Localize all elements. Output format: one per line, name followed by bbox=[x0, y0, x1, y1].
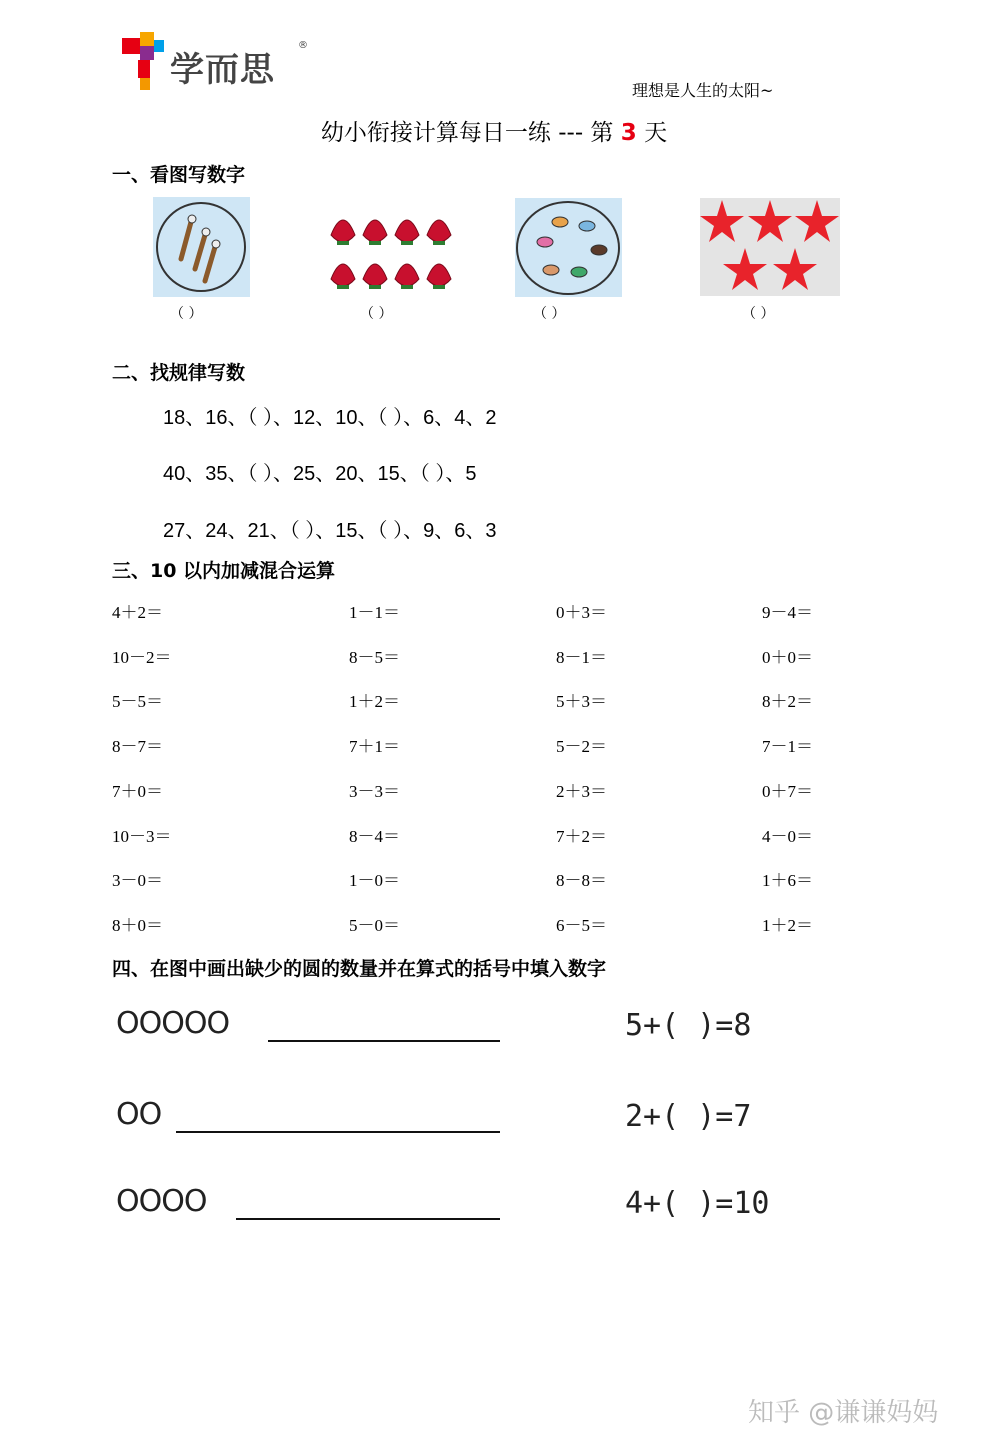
equation-cell: 1－1＝ bbox=[349, 603, 400, 622]
equation-cell: 8－8＝ bbox=[556, 871, 607, 891]
watermark: 知乎 @谦谦妈妈 bbox=[748, 1398, 939, 1428]
equation-cell: 1＋2＝ bbox=[349, 692, 400, 712]
equation-cell: 8＋2＝ bbox=[762, 692, 813, 712]
logo-registered-mark: ® bbox=[298, 40, 308, 51]
equation-cell: 4＋2＝ bbox=[112, 603, 163, 622]
drawing-line-2[interactable] bbox=[176, 1131, 500, 1133]
answer-blank-1[interactable]: （ ） bbox=[170, 306, 203, 322]
sequence-line-2: 40、35、（ ）、25、20、15、（ ）、5 bbox=[163, 463, 477, 485]
section4-heading: 四、在图中画出缺少的圆的数量并在算式的括号中填入数字 bbox=[112, 958, 607, 980]
equation-cell: 10－3＝ bbox=[112, 826, 172, 846]
equation-cell: 8－4＝ bbox=[349, 826, 400, 846]
equation-cell: 8－7＝ bbox=[112, 737, 163, 757]
drawing-line-3[interactable] bbox=[236, 1218, 500, 1220]
equation-cell: 10－2＝ bbox=[112, 647, 172, 667]
equation-2: 2+( )=7 bbox=[625, 1099, 752, 1134]
equation-cell: 4－0＝ bbox=[762, 826, 813, 846]
star-icon bbox=[700, 198, 840, 296]
equation-cell: 7＋0＝ bbox=[112, 781, 163, 801]
equation-cell: 0＋7＝ bbox=[762, 781, 813, 801]
sequence-line-1: 18、16、（ ）、12、10、（ ）、6、4、2 bbox=[163, 407, 497, 429]
title-day: 3 bbox=[620, 120, 637, 146]
circle-row-3: OOOO bbox=[116, 1184, 207, 1219]
equation-cell: 5－2＝ bbox=[556, 737, 607, 757]
equation-cell: 7＋2＝ bbox=[556, 826, 607, 846]
logo-mark bbox=[118, 28, 168, 94]
equation-cell: 8－1＝ bbox=[556, 647, 607, 667]
answer-blank-4[interactable]: （ ） bbox=[742, 306, 775, 322]
motto: 理想是人生的太阳~ bbox=[632, 81, 774, 100]
equation-cell: 3－3＝ bbox=[349, 781, 400, 801]
circle-row-2: OO bbox=[116, 1097, 162, 1132]
equation-cell: 6－5＝ bbox=[556, 915, 607, 935]
logo-text: 学而思 bbox=[170, 50, 275, 90]
candy-icon bbox=[515, 198, 622, 297]
equation-cell: 8－5＝ bbox=[349, 647, 400, 667]
drawing-line-1[interactable] bbox=[268, 1040, 500, 1042]
sequence-line-3: 27、24、21、（ ）、15、（ ）、9、6、3 bbox=[163, 520, 497, 542]
flower-icon bbox=[327, 205, 457, 291]
page-title bbox=[0, 114, 988, 147]
answer-blank-2[interactable]: （ ） bbox=[360, 306, 393, 322]
equation-cell: 1－0＝ bbox=[349, 871, 400, 891]
equation-cell: 5－0＝ bbox=[349, 915, 400, 935]
equation-1: 5+( )=8 bbox=[625, 1008, 752, 1043]
equation-3: 4+( )=10 bbox=[625, 1186, 770, 1221]
equation-cell: 0＋3＝ bbox=[556, 603, 607, 622]
section3-heading: 三、10 以内加减混合运算 bbox=[112, 560, 336, 582]
equation-cell: 1＋2＝ bbox=[762, 915, 813, 935]
equation-cell: 5－5＝ bbox=[112, 692, 163, 712]
equation-cell: 1＋6＝ bbox=[762, 871, 813, 891]
equation-cell: 9－4＝ bbox=[762, 603, 813, 622]
title-suffix: 天 bbox=[644, 120, 668, 146]
answer-blank-3[interactable]: （ ） bbox=[533, 306, 566, 322]
paintbrush-icon bbox=[153, 197, 250, 297]
equation-cell: 8＋0＝ bbox=[112, 915, 163, 935]
equation-cell: 7－1＝ bbox=[762, 737, 813, 757]
equation-cell: 5＋3＝ bbox=[556, 692, 607, 712]
equation-cell: 0＋0＝ bbox=[762, 647, 813, 667]
title-prefix: 幼小衔接计算每日一练 --- 第 bbox=[320, 120, 614, 146]
circle-row-1: OOOOO bbox=[116, 1006, 230, 1041]
section1-heading: 一、看图写数字 bbox=[112, 164, 246, 186]
equation-cell: 7＋1＝ bbox=[349, 737, 400, 757]
section2-heading: 二、找规律写数 bbox=[112, 362, 246, 384]
equation-cell: 3－0＝ bbox=[112, 871, 163, 891]
equation-cell: 2＋3＝ bbox=[556, 781, 607, 801]
